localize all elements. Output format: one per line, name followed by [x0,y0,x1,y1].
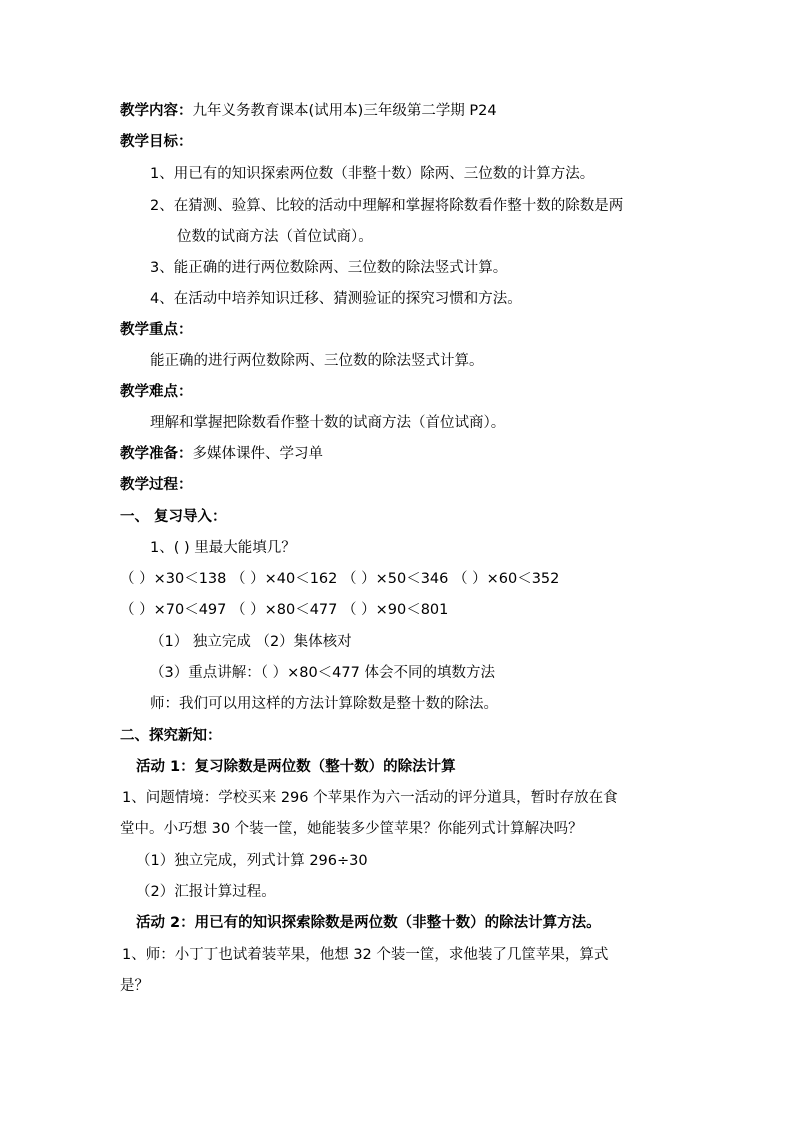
difficulty-label: 教学难点： [120,384,193,400]
teaching-prep-line [120,444,323,464]
activity-1-title: 活动 1：复习除数是两位数（整十数）的除法计算 [136,759,456,775]
goal-item-1: 1、用已有的知识探索两位数（非整十数）除两、三位数的计算方法。 [150,166,595,182]
teaching-content-value: 九年义务教育课本(试用本)三年级第二学期 P24 [192,103,497,119]
teaching-process-label: 教学过程： [120,477,193,493]
activity-2-problem-line-2: 是？ [120,978,149,994]
key-point-text: 能正确的进行两位数除两、三位数的除法竖式计算。 [150,353,484,369]
activity-2-title: 活动 2：用已有的知识探索除数是两位数（非整十数）的除法计算方法。 [136,915,601,931]
activity-1-step-2: （2）汇报计算过程。 [136,884,276,900]
activity-2-problem-line-1: 1、师：小丁丁也试着装苹果，他想 32 个装一筐，求他装了几筐苹果，算式 [122,947,609,963]
goal-item-4: 4、在活动中培养知识迁移、猜测验证的探究习惯和方法。 [150,291,522,307]
goal-item-3: 3、能正确的进行两位数除两、三位数的除法竖式计算。 [150,260,508,276]
section-1-title: 一、 复习导入： [120,509,227,525]
review-exercise-row-1: （ ）×30＜138 （ ）×40＜162 （ ）×50＜346 （ ）×60＜352 [120,571,560,587]
review-exercise-row-2: （ ）×70＜497 （ ）×80＜477 （ ）×90＜801 [120,602,449,618]
review-question: 1、( ) 里最大能填几？ [150,540,296,556]
teaching-prep-label: 教学准备： [120,446,193,462]
activity-1-problem-line-1: 1、问题情境：学校买来 296 个苹果作为六一活动的评分道具，暂时存放在食 [122,790,618,806]
review-step-3: （3）重点讲解：（ ）×80＜477 体会不同的填数方法 [150,665,495,681]
goal-item-2: 2、在猜测、验算、比较的活动中理解和掌握将除数看作整十数的除数是两 [150,198,624,214]
difficulty-text: 理解和掌握把除数看作整十数的试商方法（首位试商）。 [150,415,506,431]
activity-1-problem-line-2: 堂中。小巧想 30 个装一筐，她能装多少筐苹果？你能列式计算解决吗？ [120,821,583,837]
goal-item-2-continued: 位数的试商方法（首位试商）。 [177,229,373,245]
teaching-content-label: 教学内容： [120,103,193,119]
teacher-remark-1: 师：我们可以用这样的方法计算除数是整十数的除法。 [150,696,498,712]
teaching-goals-label: 教学目标： [120,134,193,150]
section-2-title: 二、探究新知： [120,728,222,744]
teaching-prep-value: 多媒体课件、学习单 [192,446,323,462]
teaching-content-line [120,101,497,121]
key-point-label: 教学重点： [120,322,193,338]
review-step-1-2: （1） 独立完成 （2）集体核对 [150,634,352,650]
activity-1-step-1: （1）独立完成，列式计算 296÷30 [136,853,368,869]
